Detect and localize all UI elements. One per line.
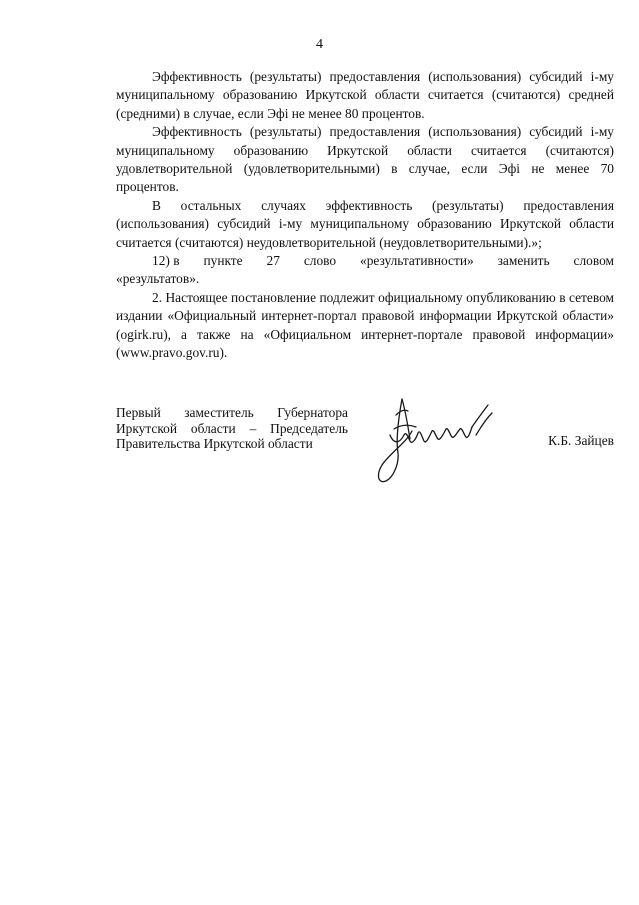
page-number: 4 (316, 37, 323, 52)
handwritten-signature (372, 391, 502, 491)
document-body (116, 68, 614, 363)
item-12-word: слово (303, 253, 337, 269)
item-12-word: пункте (203, 253, 243, 269)
item-12-line (116, 252, 614, 270)
signature-block (116, 405, 614, 495)
item-12-word: заменить (497, 253, 550, 269)
signer-title-line: Иркутской области – Председатель (116, 420, 348, 436)
item-12-word: 12) в (152, 253, 180, 269)
paragraph-satisfactory-efficiency: Эффективность (результаты) предоставления (использования) субсидий i-му муниципальному образованию Иркутской области считается (считаются) удовлетворительной (удовлетворительными) в случае, если Эфi не менее 70 процентов. (116, 124, 614, 195)
item-12-word: 27 (266, 253, 280, 269)
item-12-word: словом (573, 253, 614, 269)
signer-name: К.Б. Зайцев (548, 433, 614, 448)
signer-title-line: Первый заместитель Губернатора (116, 405, 348, 420)
paragraph-average-efficiency: Эффективность (результаты) предоставления (использования) субсидий i-му муниципальному образованию Иркутской области считается (считаются) средней (средними) в случае, если Эфi не менее 80 процентов. (116, 69, 614, 121)
signer-title-line: Правительства Иркутской области (116, 436, 313, 452)
item-12-continuation: «результатов». (116, 271, 200, 287)
paragraph-publication: 2. Настоящее постановление подлежит официальному опубликованию в сетевом издании «Официальный интернет-портал правовой информации Иркутской области» (ogirk.ru), а также на «Официальном интернет-портале правовой информации» (www.pravo.gov.ru). (116, 289, 614, 361)
item-12-word: «результативности» (360, 253, 474, 269)
paragraph-unsatisfactory-efficiency: В остальных случаях эффективность (результаты) предоставления (использования) субсидий i-му муниципальному образованию Иркутской области считается (считаются) неудовлетворительной (неудовлетворительными).»; (116, 197, 614, 250)
signer-title (116, 405, 348, 452)
